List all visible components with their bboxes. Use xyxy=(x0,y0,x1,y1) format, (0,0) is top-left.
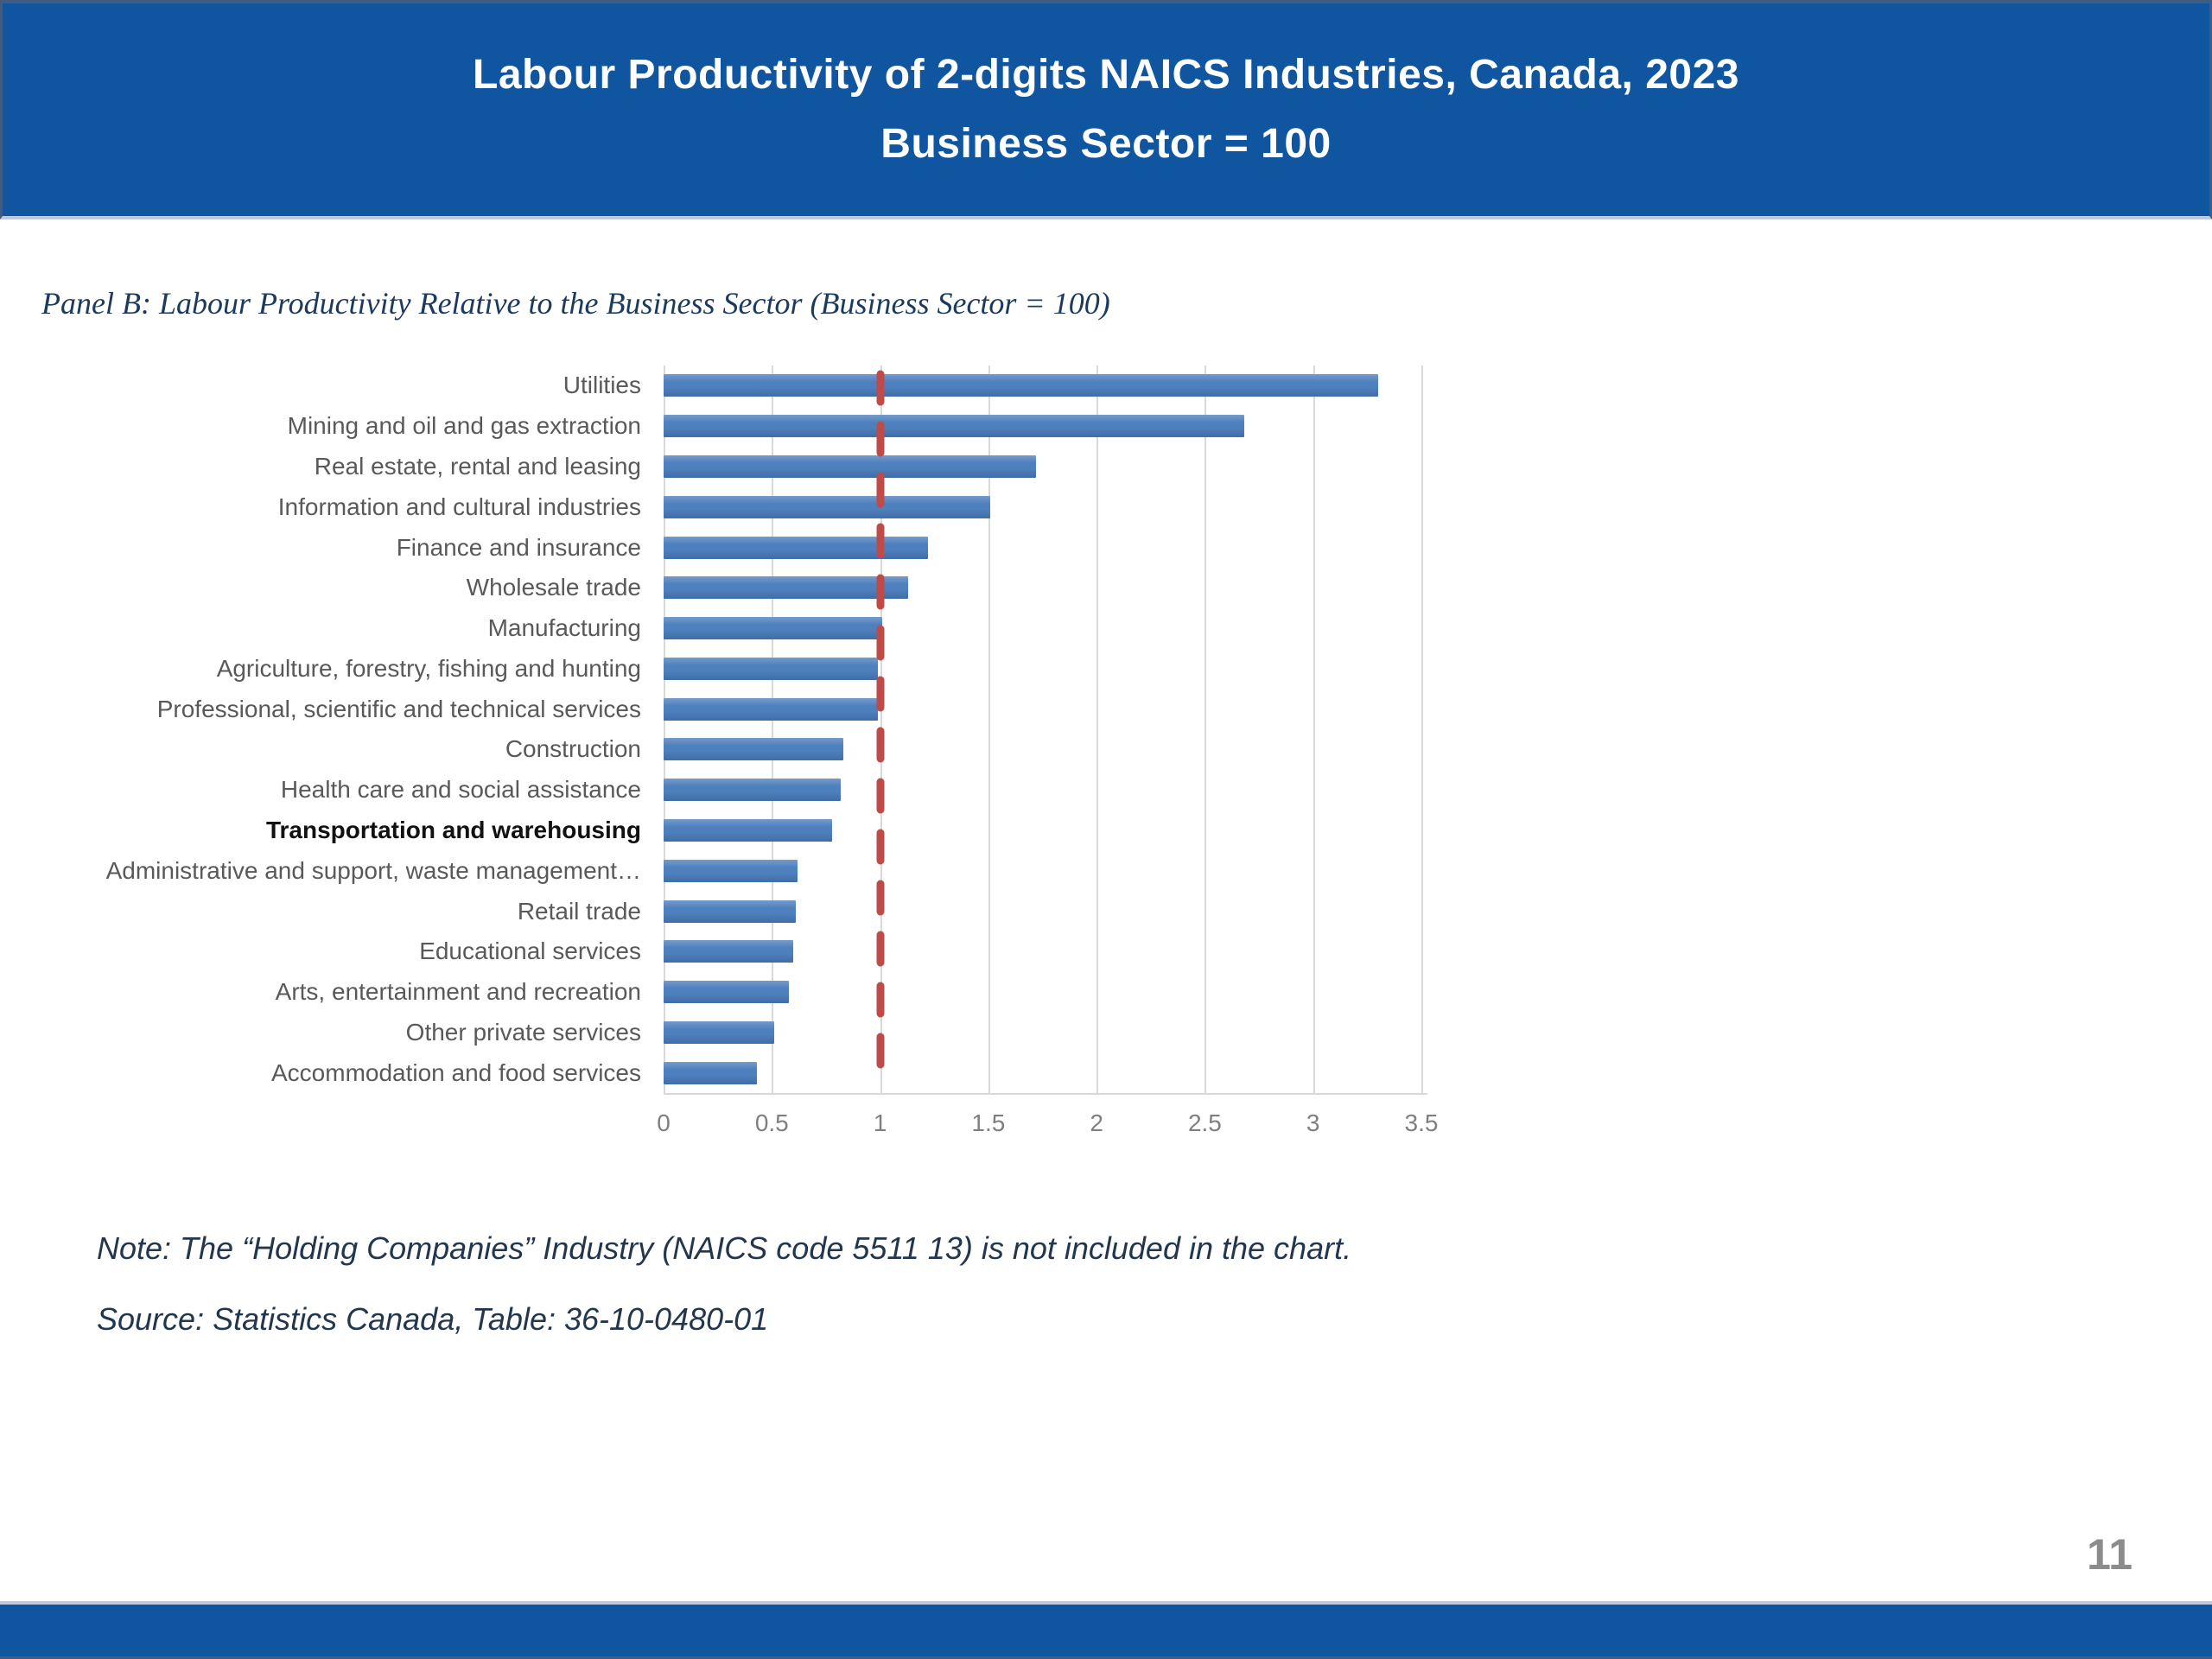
category-label: Educational services xyxy=(419,938,641,965)
gridline xyxy=(1096,365,1098,1093)
chart-bar xyxy=(664,779,841,801)
chart-bar xyxy=(664,1062,757,1084)
reference-line xyxy=(874,365,887,1093)
x-tick-label: 3.5 xyxy=(1404,1109,1439,1136)
category-label: Finance and insurance xyxy=(396,533,641,561)
x-tick-label: 2.5 xyxy=(1187,1109,1222,1136)
category-label: Agriculture, forestry, fishing and hunting xyxy=(216,654,641,682)
x-tick-label: 1 xyxy=(873,1109,887,1136)
chart-bar xyxy=(664,860,798,882)
category-label: Manufacturing xyxy=(487,614,641,642)
chart-bar xyxy=(664,576,908,599)
gridline xyxy=(1313,365,1315,1093)
gridline xyxy=(1205,365,1206,1093)
slide-title-line2: Business Sector = 100 xyxy=(880,121,1332,167)
chart-bar xyxy=(664,415,1244,437)
source-text: Source: Statistics Canada, Table: 36-10-0480-01 xyxy=(97,1301,769,1337)
chart-bar xyxy=(664,617,882,639)
chart-bar xyxy=(664,738,843,760)
chart-bar xyxy=(664,455,1036,478)
category-label: Transportation and warehousing xyxy=(265,816,641,843)
category-label: Administrative and support, waste management… xyxy=(105,856,641,884)
x-axis xyxy=(657,1109,1439,1146)
chart-bar xyxy=(664,940,793,963)
bottom-bar xyxy=(0,1601,2212,1659)
chart-bar xyxy=(664,698,878,721)
category-labels xyxy=(0,365,653,1093)
x-tick-label: 2 xyxy=(1090,1109,1103,1136)
chart-bar xyxy=(664,819,832,842)
panel-heading: Panel B: Labour Productivity Relative to the Business Sector (Business Sector = 100) xyxy=(41,286,1110,321)
x-tick-label: 1.5 xyxy=(971,1109,1006,1136)
chart-bar xyxy=(664,900,796,923)
category-label: Wholesale trade xyxy=(466,574,641,601)
page-number: 11 xyxy=(2087,1530,2133,1579)
category-label: Health care and social assistance xyxy=(280,776,641,804)
chart-bar xyxy=(664,658,878,680)
note-text: Note: The “Holding Companies” Industry (NAICS code 5511 13) is not included in the chart. xyxy=(97,1230,1352,1266)
category-label: Mining and oil and gas extraction xyxy=(287,412,641,440)
category-label: Other private services xyxy=(405,1018,641,1046)
slide-title-line1: Labour Productivity of 2-digits NAICS Industries, Canada, 2023 xyxy=(473,52,1739,98)
category-label: Accommodation and food services xyxy=(271,1058,641,1086)
x-tick-label: 3 xyxy=(1306,1109,1320,1136)
category-label: Professional, scientific and technical services xyxy=(156,695,641,722)
title-banner xyxy=(0,0,2212,219)
category-label: Retail trade xyxy=(517,897,641,925)
x-tick-label: 0.5 xyxy=(754,1109,789,1136)
category-label: Arts, entertainment and recreation xyxy=(275,978,641,1006)
category-label: Utilities xyxy=(563,372,641,399)
category-label: Information and cultural industries xyxy=(277,493,641,520)
chart-bar xyxy=(664,537,928,559)
category-label: Real estate, rental and leasing xyxy=(314,452,641,480)
chart-bar xyxy=(664,1021,774,1044)
chart-bar xyxy=(664,496,990,518)
gridline xyxy=(1421,365,1423,1093)
chart-bar xyxy=(664,981,789,1003)
plot-area xyxy=(664,365,1427,1095)
category-label: Construction xyxy=(505,735,641,763)
chart-bar xyxy=(664,374,1378,397)
x-tick-label: 0 xyxy=(657,1109,671,1136)
